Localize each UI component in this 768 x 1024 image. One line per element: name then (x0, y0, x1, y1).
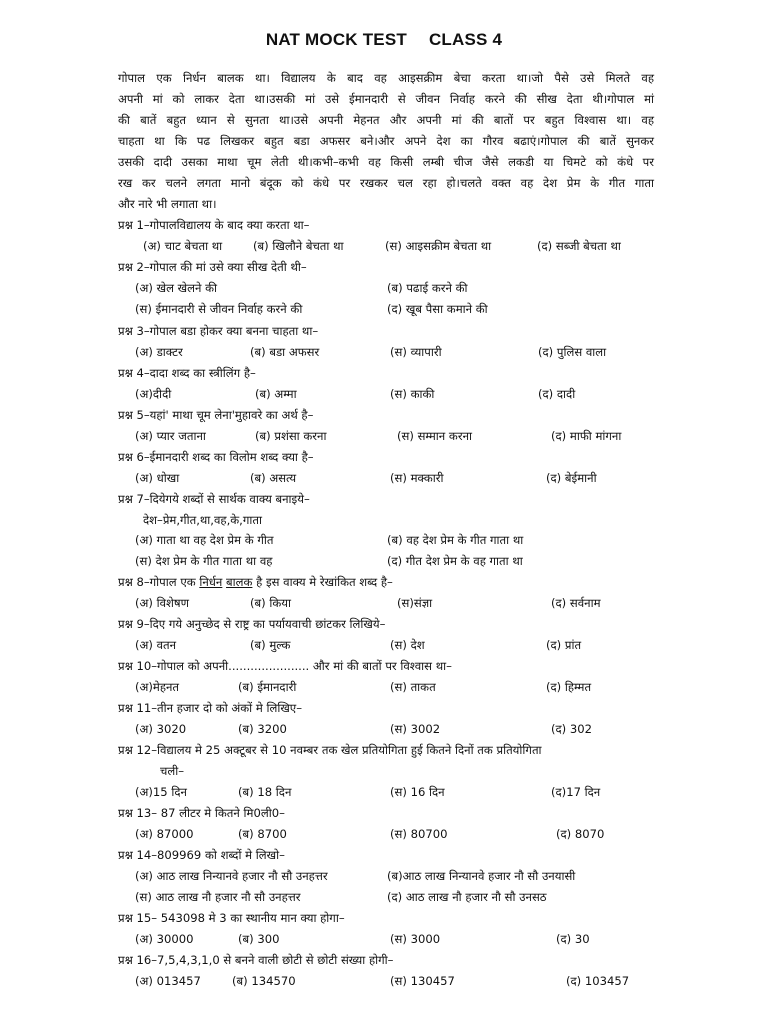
question-3: प्रश्न 3–गोपाल बडा होकर क्या बनना चाहता था– (118, 324, 319, 338)
option-a: (अ)मेहनत (135, 680, 180, 694)
title-class: CLASS 4 (428, 30, 503, 49)
option-c: (स) देश प्रेम के गीत गाता था वह (135, 554, 273, 568)
passage-line: चाहता था कि पढ लिखकर बहुत बडा अफसर बने।और अपने देश का गौरव बढाएं।गोपाल की बातें सुनकर (118, 134, 654, 148)
question-13: प्रश्न 13– 87 लीटर मे कितने मि0ली0– (118, 806, 285, 820)
option-d: (द) 30 (556, 932, 590, 946)
question-7-words: देश–प्रेम,गीत,था,वह,के,गाता (143, 513, 262, 527)
option-b: (ब) वह देश प्रेम के गीत गाता था (387, 533, 524, 547)
option-b: (ब) 3200 (238, 722, 287, 736)
option-b: (ब) 300 (238, 932, 280, 946)
question-6: प्रश्न 6–ईमानदारी शब्द का विलोम शब्द क्या है– (118, 450, 314, 464)
option-c: (स) ईमानदारी से जीवन निर्वाह करने की (135, 302, 303, 316)
option-a: (अ)15 दिन (135, 785, 187, 799)
option-d: (द) 103457 (566, 974, 630, 988)
option-b: (ब) मुल्क (250, 638, 291, 652)
question-12: प्रश्न 12–विद्यालय मे 25 अक्टूबर से 10 नवम्बर तक खेल प्रतियोगिता हुई कितने दिनों तक प्रतियोगिता (118, 743, 542, 757)
question-12-cont: चली– (160, 764, 185, 778)
option-a: (अ) डाक्टर (135, 345, 183, 359)
option-b: (ब) अम्मा (255, 387, 297, 401)
option-c: (स) व्यापारी (390, 345, 442, 359)
option-b: (ब) खिलौने बेचता था (253, 239, 344, 253)
option-d: (द) बेईमानी (546, 471, 597, 485)
option-b: (ब) 8700 (238, 827, 287, 841)
passage-line: उसकी दादी उसका माथा चूम लेती थी।कभी–कभी वह किसी लम्बी चीज जैसे लकडी या चिमटे को कंधे पर (118, 155, 654, 169)
option-d: (द) खूब पैसा कमाने की (387, 302, 488, 316)
question-7: प्रश्न 7–दियेगये शब्दों से सार्थक वाक्य बनाइये– (118, 492, 310, 506)
option-b: (ब) असत्य (250, 471, 297, 485)
option-c: (स) काकी (390, 387, 435, 401)
option-d: (द) सब्जी बेचता था (537, 239, 621, 253)
option-c: (स) मक्कारी (390, 471, 444, 485)
question-16: प्रश्न 16–7,5,4,3,1,0 से बनने वाली छोटी से छोटी संख्या होगी– (118, 953, 394, 967)
option-b: (ब) 134570 (232, 974, 296, 988)
option-d: (द) दादी (538, 387, 576, 401)
question-8-text: है इस वाक्य मे रेखांकित शब्द है– (252, 575, 393, 589)
option-d: (द) सर्वनाम (551, 596, 601, 610)
option-a: (अ) धोखा (135, 471, 180, 485)
question-14: प्रश्न 14–809969 को शब्दों मे लिखो– (118, 848, 285, 862)
option-d: (द) हिम्मत (546, 680, 592, 694)
option-a: (अ) वतन (135, 638, 177, 652)
option-b: (ब) पढाई करने की (387, 281, 468, 295)
title-test-name: NAT MOCK TEST (265, 30, 407, 49)
option-a: (अ) 013457 (135, 974, 201, 988)
question-10: प्रश्न 10–गोपाल को अपनी...................... और मां की बातों पर विश्वास था– (118, 659, 452, 673)
option-c: (स) सम्मान करना (397, 429, 473, 443)
underlined-word: बालक (226, 575, 253, 589)
option-b: (ब) प्रशंसा करना (255, 429, 327, 443)
question-15: प्रश्न 15– 543098 मे 3 का स्थानीय मान क्या होगा– (118, 911, 345, 925)
question-5: प्रश्न 5–यहां' माथा चूम लेना'मुहावरे का अर्थ है– (118, 408, 314, 422)
passage-line: अपनी मां को लाकर देता था।उसकी मां उसे ईमानदारी से जीवन निर्वाह करने की सीख देता थी।गोपाल मां (118, 92, 654, 106)
option-d: (द) गीत देश प्रेम के वह गाता था (387, 554, 523, 568)
option-c: (स) 3002 (390, 722, 441, 736)
option-b: (ब) किया (250, 596, 291, 610)
option-d: (द) पुलिस वाला (538, 345, 607, 359)
passage-line: गोपाल एक निर्धन बालक था। विद्यालय के बाद वह आइसक्रीम बेचा करता था।जो पैसे उसे मिलते वह (118, 71, 654, 85)
option-b: (ब)आठ लाख निन्यानवे हजार नौ सौ उनयासी (387, 869, 576, 883)
option-c: (स) आइसक्रीम बेचता था (385, 239, 492, 253)
option-c: (स) 3000 (390, 932, 441, 946)
option-a: (अ) खेल खेलने की (135, 281, 217, 295)
option-d: (द) 8070 (556, 827, 605, 841)
option-a: (अ) गाता था वह देश प्रेम के गीत (135, 533, 274, 547)
question-11: प्रश्न 11–तीन हजार दो को अंकों मे लिखिए– (118, 701, 303, 715)
option-a: (अ) 3020 (135, 722, 187, 736)
option-d: (द) 302 (551, 722, 593, 736)
option-c: (स) देश (390, 638, 425, 652)
option-c: (स) आठ लाख नौ हजार नौ सौ उनहत्तर (135, 890, 301, 904)
question-9: प्रश्न 9–दिए गये अनुच्छेद से राष्ट्र का पर्यायवाची छांटकर लिखिये– (118, 617, 386, 631)
option-c: (स) 16 दिन (390, 785, 445, 799)
option-d: (द)17 दिन (551, 785, 601, 799)
question-2: प्रश्न 2–गोपाल की मां उसे क्या सीख देती थी– (118, 260, 307, 274)
page-title (0, 30, 768, 50)
question-4: प्रश्न 4–दादा शब्द का स्त्रीलिंग है– (118, 366, 256, 380)
underlined-word: निर्धन (199, 575, 223, 589)
option-b: (ब) ईमानदारी (238, 680, 297, 694)
option-c: (स) 130457 (390, 974, 455, 988)
option-a: (अ) चाट बेचता था (143, 239, 223, 253)
question-8 (118, 574, 393, 590)
option-a: (अ)दीदी (135, 387, 172, 401)
option-a: (अ) 30000 (135, 932, 194, 946)
option-c: (स) ताकत (390, 680, 436, 694)
question-1: प्रश्न 1–गोपालविद्यालय के बाद क्या करता था– (118, 218, 310, 232)
option-d: (द) आठ लाख नौ हजार नौ सौ उनसठ (387, 890, 547, 904)
option-d: (द) प्रांत (546, 638, 582, 652)
option-a: (अ) विशेषण (135, 596, 190, 610)
option-a: (अ) प्यार जताना (135, 429, 206, 443)
option-a: (अ) 87000 (135, 827, 194, 841)
option-b: (ब) 18 दिन (238, 785, 292, 799)
passage-line: की बातें बहुत ध्यान से सुनता था।उसे अपनी मेहनत और अपनी मां की बातों पर बहुत विश्वास था। वह (118, 113, 654, 127)
option-a: (अ) आठ लाख निन्यानवे हजार नौ सौ उनहत्तर (135, 869, 328, 883)
option-b: (ब) बडा अफसर (250, 345, 320, 359)
option-c: (स)संज्ञा (397, 596, 433, 610)
option-d: (द) माफी मांगना (551, 429, 622, 443)
passage-line: और नारे भी लगाता था। (118, 197, 217, 211)
question-8-text: प्रश्न 8–गोपाल एक (118, 575, 200, 589)
option-c: (स) 80700 (390, 827, 448, 841)
passage-line: रख कर चलने लगता मानो बंदूक को कंधे पर रखकर चल रहा हो।चलते वक्त वह देश प्रेम के गीत गाता (118, 176, 654, 190)
